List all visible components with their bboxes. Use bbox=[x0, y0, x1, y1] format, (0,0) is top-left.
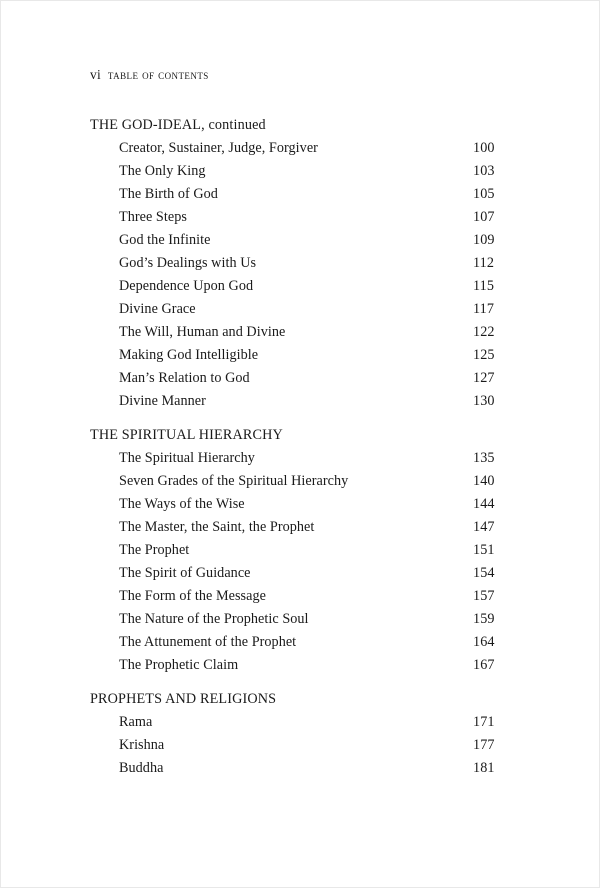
toc-entry-title: God’s Dealings with Us bbox=[119, 255, 257, 271]
toc-entry-title: The Master, the Saint, the Prophet bbox=[119, 519, 315, 535]
toc-entry[interactable] bbox=[90, 229, 514, 252]
toc-entry[interactable] bbox=[90, 137, 514, 160]
toc-entry-title: The Form of the Message bbox=[119, 588, 266, 604]
toc-entry-page-number: 181 bbox=[473, 760, 495, 776]
toc-entry-page-number: 100 bbox=[473, 140, 495, 156]
toc-entry[interactable] bbox=[90, 585, 514, 608]
toc-entry-page-number: 147 bbox=[473, 519, 495, 535]
toc-entry-list bbox=[90, 447, 514, 677]
toc-entry-page-number: 151 bbox=[473, 542, 495, 558]
toc-entry-title: The Ways of the Wise bbox=[119, 496, 245, 512]
toc-entry-page-number: 103 bbox=[473, 163, 495, 179]
toc-entry-title: Seven Grades of the Spiritual Hierarchy bbox=[119, 473, 349, 489]
toc-entry-title: The Attunement of the Prophet bbox=[119, 634, 297, 650]
running-head-title: table of contents bbox=[107, 68, 209, 82]
toc-entry-page-number: 130 bbox=[473, 393, 495, 409]
toc-entry[interactable] bbox=[90, 252, 514, 275]
toc-section-heading: THE SPIRITUAL HIERARCHY bbox=[90, 427, 283, 443]
toc-entry-page-number: 122 bbox=[473, 324, 495, 340]
toc-entry-title: Rama bbox=[119, 714, 153, 730]
toc-entry-title: The Birth of God bbox=[119, 186, 218, 202]
toc-entry-title: Krishna bbox=[119, 737, 165, 753]
toc-entry[interactable] bbox=[90, 562, 514, 585]
toc-entry-title: Man’s Relation to God bbox=[119, 370, 250, 386]
toc-entry[interactable] bbox=[90, 183, 514, 206]
running-head bbox=[90, 67, 209, 83]
toc-entry-title: Buddha bbox=[119, 760, 164, 776]
toc-entry[interactable] bbox=[90, 539, 514, 562]
toc-entry-page-number: 107 bbox=[473, 209, 495, 225]
toc-entry[interactable] bbox=[90, 493, 514, 516]
toc-entry[interactable] bbox=[90, 631, 514, 654]
toc-section bbox=[90, 688, 514, 780]
toc-entry-page-number: 127 bbox=[473, 370, 495, 386]
toc-entry[interactable] bbox=[90, 470, 514, 493]
toc-entry[interactable] bbox=[90, 516, 514, 539]
toc-entry[interactable] bbox=[90, 757, 514, 780]
toc-entry[interactable] bbox=[90, 344, 514, 367]
toc-entry-title: The Will, Human and Divine bbox=[119, 324, 286, 340]
toc-entry-page-number: 105 bbox=[473, 186, 495, 202]
toc-entry-page-number: 135 bbox=[473, 450, 495, 466]
toc-entry[interactable] bbox=[90, 447, 514, 470]
toc-entry-page-number: 157 bbox=[473, 588, 495, 604]
toc-entry[interactable] bbox=[90, 390, 514, 413]
toc-entry-page-number: 140 bbox=[473, 473, 495, 489]
toc-entry-title: Creator, Sustainer, Judge, Forgiver bbox=[119, 140, 318, 156]
toc-entry-title: The Spirit of Guidance bbox=[119, 565, 251, 581]
toc-entry-page-number: 164 bbox=[473, 634, 495, 650]
toc-section-heading: THE GOD-IDEAL, continued bbox=[90, 117, 266, 133]
toc-entry-title: The Prophet bbox=[119, 542, 190, 558]
toc-entry[interactable] bbox=[90, 367, 514, 390]
toc-entry-title: Three Steps bbox=[119, 209, 187, 225]
toc-entry[interactable] bbox=[90, 321, 514, 344]
toc-section-heading: PROPHETS AND RELIGIONS bbox=[90, 691, 277, 707]
page-folio-number: vi bbox=[90, 67, 101, 82]
toc-entry[interactable] bbox=[90, 275, 514, 298]
toc-entry-page-number: 144 bbox=[473, 496, 495, 512]
toc-entry[interactable] bbox=[90, 608, 514, 631]
toc-entry-title: Divine Grace bbox=[119, 301, 196, 317]
toc-section bbox=[90, 424, 514, 677]
toc-entry[interactable] bbox=[90, 734, 514, 757]
toc-entry[interactable] bbox=[90, 298, 514, 321]
toc-entry-page-number: 159 bbox=[473, 611, 495, 627]
toc-entry-page-number: 117 bbox=[473, 301, 495, 317]
toc-entry-title: The Spiritual Hierarchy bbox=[119, 450, 255, 466]
toc-entry-page-number: 115 bbox=[473, 278, 495, 294]
toc-entry-title: The Nature of the Prophetic Soul bbox=[119, 611, 309, 627]
toc-entry-list bbox=[90, 137, 514, 413]
toc-entry-title: Making God Intelligible bbox=[119, 347, 259, 363]
toc-entry-page-number: 171 bbox=[473, 714, 495, 730]
table-of-contents bbox=[90, 114, 514, 780]
toc-entry-page-number: 112 bbox=[473, 255, 495, 271]
toc-entry-title: Divine Manner bbox=[119, 393, 206, 409]
toc-entry[interactable] bbox=[90, 206, 514, 229]
toc-entry-title: God the Infinite bbox=[119, 232, 211, 248]
toc-entry-page-number: 109 bbox=[473, 232, 495, 248]
toc-entry[interactable] bbox=[90, 160, 514, 183]
toc-entry[interactable] bbox=[90, 711, 514, 734]
toc-entry-page-number: 167 bbox=[473, 657, 495, 673]
toc-entry-page-number: 154 bbox=[473, 565, 495, 581]
toc-entry-list bbox=[90, 711, 514, 780]
toc-entry-title: The Prophetic Claim bbox=[119, 657, 239, 673]
toc-entry-title: Dependence Upon God bbox=[119, 278, 254, 294]
toc-entry[interactable] bbox=[90, 654, 514, 677]
toc-entry-page-number: 125 bbox=[473, 347, 495, 363]
toc-section bbox=[90, 114, 514, 413]
toc-entry-title: The Only King bbox=[119, 163, 206, 179]
toc-entry-page-number: 177 bbox=[473, 737, 495, 753]
